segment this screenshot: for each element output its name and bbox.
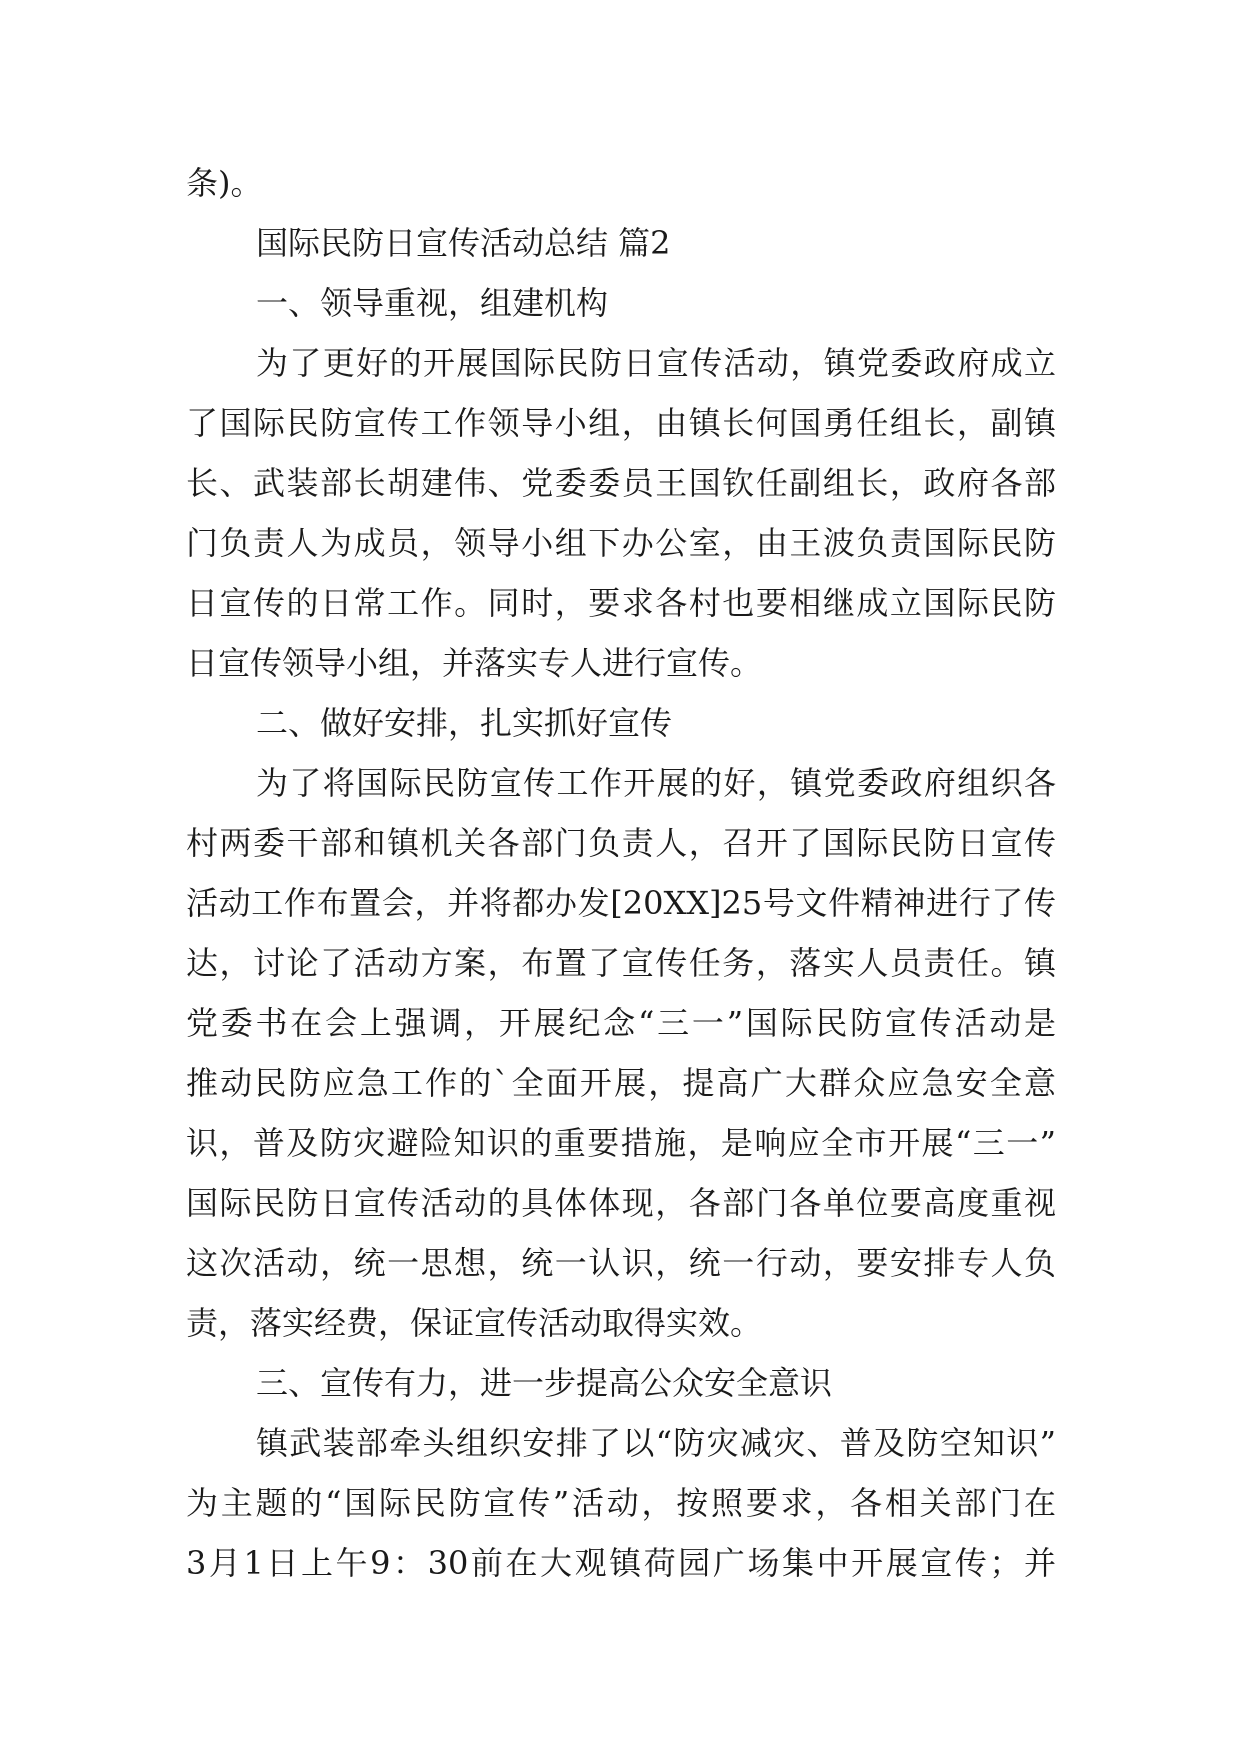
text-line: 识，普及防灾避险知识的重要措施，是响应全市开展“三一” [186,1124,1056,1162]
text-line: 推动民防应急工作的`全面开展，提高广大群众应急安全意 [186,1064,1056,1102]
heading-2: 二、做好安排，扎实抓好宣传 [256,704,673,742]
heading-3: 三、宣传有力，进一步提高公众安全意识 [256,1364,833,1402]
text-line: 国际民防日宣传活动的具体体现，各部门各单位要高度重视 [186,1184,1056,1222]
text-line: 条)。 [186,164,263,202]
text-line: 为了将国际民防宣传工作开展的好，镇党委政府组织各 [256,764,1056,802]
text-line: 村两委干部和镇机关各部门负责人，召开了国际民防日宣传 [186,824,1056,862]
text-line: 了国际民防宣传工作领导小组，由镇长何国勇任组长，副镇 [186,404,1056,442]
text-line: 日宣传领导小组，并落实专人进行宣传。 [186,644,763,682]
text-line: 镇武装部牵头组织安排了以“防灾减灾、普及防空知识” [256,1424,1056,1462]
text-line: 3月1日上午9：30前在大观镇荷园广场集中开展宣传；并 [186,1544,1056,1582]
text-line: 为了更好的开展国际民防日宣传活动，镇党委政府成立 [256,344,1056,382]
heading-1: 一、领导重视，组建机构 [256,284,609,322]
text-line: 这次活动，统一思想，统一认识，统一行动，要安排专人负 [186,1244,1056,1282]
text-line: 门负责人为成员，领导小组下办公室，由王波负责国际民防 [186,524,1056,562]
text-line: 达，讨论了活动方案，布置了宣传任务，落实人员责任。镇 [186,944,1056,982]
text-line: 日宣传的日常工作。同时，要求各村也要相继成立国际民防 [186,584,1056,622]
text-line: 长、武装部长胡建伟、党委委员王国钦任副组长，政府各部 [186,464,1056,502]
text-line: 责，落实经费，保证宣传活动取得实效。 [186,1304,763,1342]
text-line: 活动工作布置会，并将都办发[20XX]25号文件精神进行了传 [186,884,1056,922]
section-title: 国际民防日宣传活动总结 篇2 [256,224,671,262]
text-line: 党委书在会上强调，开展纪念“三一”国际民防宣传活动是 [186,1004,1056,1042]
text-line: 为主题的“国际民防宣传”活动，按照要求，各相关部门在 [186,1484,1056,1522]
